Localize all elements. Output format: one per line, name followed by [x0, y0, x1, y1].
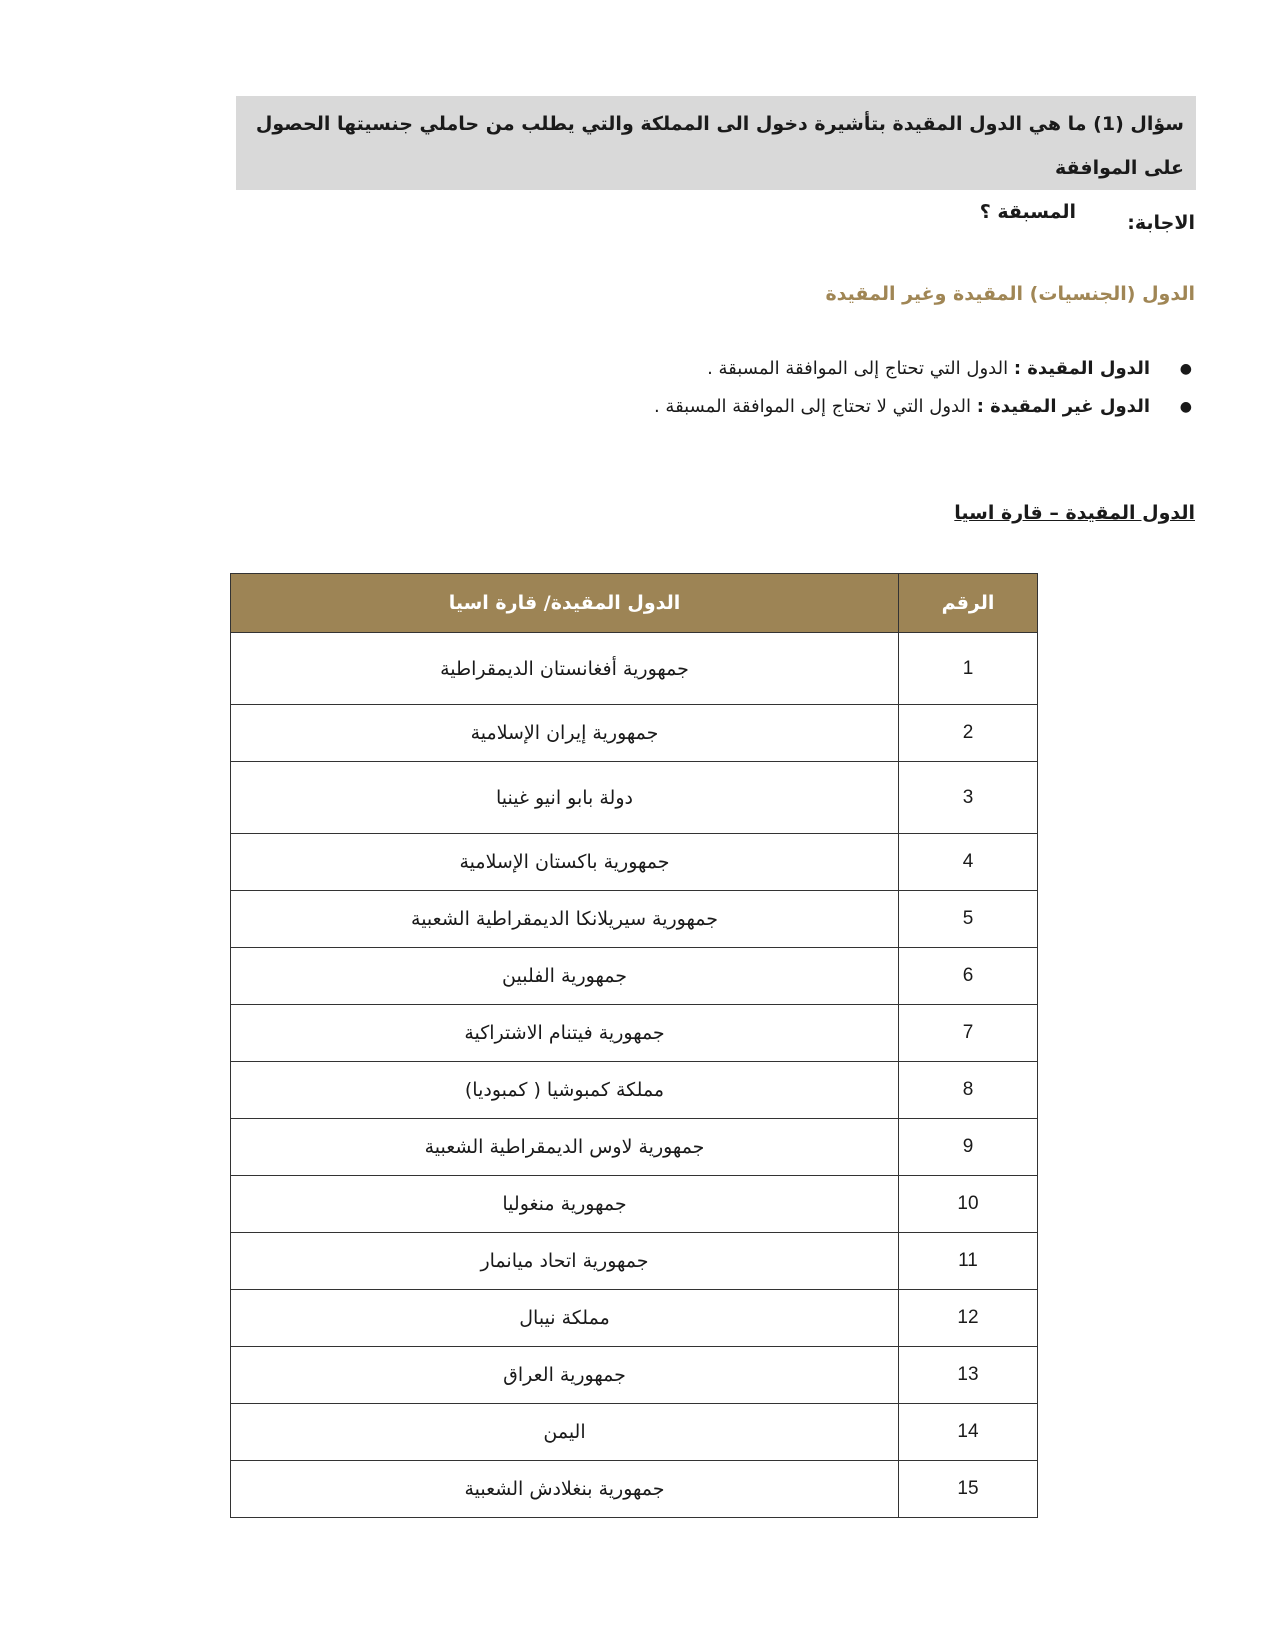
bullet-icon: ●	[1179, 361, 1192, 377]
row-country: جمهورية الفلبين	[231, 948, 899, 1005]
row-number: 5	[899, 891, 1038, 948]
table-row	[231, 1005, 1038, 1062]
definitions-list	[653, 350, 1192, 426]
row-number: 8	[899, 1062, 1038, 1119]
row-country: مملكة نيبال	[231, 1290, 899, 1347]
row-country: جمهورية لاوس الديمقراطية الشعبية	[231, 1119, 899, 1176]
definition-term: الدول المقيدة :	[1013, 358, 1150, 379]
header-number: الرقم	[899, 574, 1038, 633]
row-country: جمهورية منغوليا	[231, 1176, 899, 1233]
row-country: جمهورية سيريلانكا الديمقراطية الشعبية	[231, 891, 899, 948]
row-country: جمهورية أفغانستان الديمقراطية	[231, 633, 899, 705]
row-number: 12	[899, 1290, 1038, 1347]
row-country: اليمن	[231, 1404, 899, 1461]
answer-label: الاجابة:	[1127, 212, 1195, 234]
row-number: 13	[899, 1347, 1038, 1404]
row-number: 6	[899, 948, 1038, 1005]
table-row	[231, 1233, 1038, 1290]
row-country: مملكة كمبوشيا ( كمبوديا)	[231, 1062, 899, 1119]
table-row	[231, 948, 1038, 1005]
row-country: دولة بابو انيو غينيا	[231, 762, 899, 834]
definition-text: الدول التي تحتاج إلى الموافقة المسبقة .	[707, 358, 1014, 379]
table-row	[231, 762, 1038, 834]
table-row	[231, 1404, 1038, 1461]
definition-item	[654, 350, 1192, 388]
row-number: 11	[899, 1233, 1038, 1290]
row-country: جمهورية اتحاد ميانمار	[231, 1233, 899, 1290]
table-row	[231, 834, 1038, 891]
row-number: 7	[899, 1005, 1038, 1062]
row-country: جمهورية بنغلادش الشعبية	[231, 1461, 899, 1518]
table-row	[231, 1119, 1038, 1176]
table-row	[231, 705, 1038, 762]
table-row	[231, 1290, 1038, 1347]
bullet-icon: ●	[1179, 399, 1192, 415]
row-number: 3	[899, 762, 1038, 834]
header-country: الدول المقيدة/ قارة اسيا	[231, 574, 899, 633]
table-row	[231, 1062, 1038, 1119]
question-line-1: سؤال (1) ما هي الدول المقيدة بتأشيرة دخول الى المملكة والتي يطلب من حاملي جنسيتها الحصول على الموافقة	[255, 113, 1184, 179]
row-number: 1	[899, 633, 1038, 705]
table-row	[231, 891, 1038, 948]
table-row	[231, 1347, 1038, 1404]
section-title: الدول (الجنسيات) المقيدة وغير المقيدة	[825, 283, 1195, 305]
row-country: جمهورية فيتنام الاشتراكية	[231, 1005, 899, 1062]
row-country: جمهورية باكستان الإسلامية	[231, 834, 899, 891]
table-row	[231, 1461, 1038, 1518]
table-row	[231, 1176, 1038, 1233]
asia-subheading: الدول المقيدة – قارة اسيا	[954, 502, 1195, 524]
table-header-row	[231, 574, 1038, 633]
row-number: 2	[899, 705, 1038, 762]
row-number: 4	[899, 834, 1038, 891]
row-number: 10	[899, 1176, 1038, 1233]
restricted-countries-table	[230, 573, 1038, 1518]
row-number: 15	[899, 1461, 1038, 1518]
row-country: جمهورية إيران الإسلامية	[231, 705, 899, 762]
row-number: 9	[899, 1119, 1038, 1176]
definition-term: الدول غير المقيدة :	[976, 396, 1150, 417]
table-row	[231, 633, 1038, 705]
row-country: جمهورية العراق	[231, 1347, 899, 1404]
definition-text: الدول التي لا تحتاج إلى الموافقة المسبقة .	[653, 396, 977, 417]
row-number: 14	[899, 1404, 1038, 1461]
question-line-2: المسبقة ؟	[979, 201, 1076, 223]
definition-item	[653, 388, 1192, 426]
